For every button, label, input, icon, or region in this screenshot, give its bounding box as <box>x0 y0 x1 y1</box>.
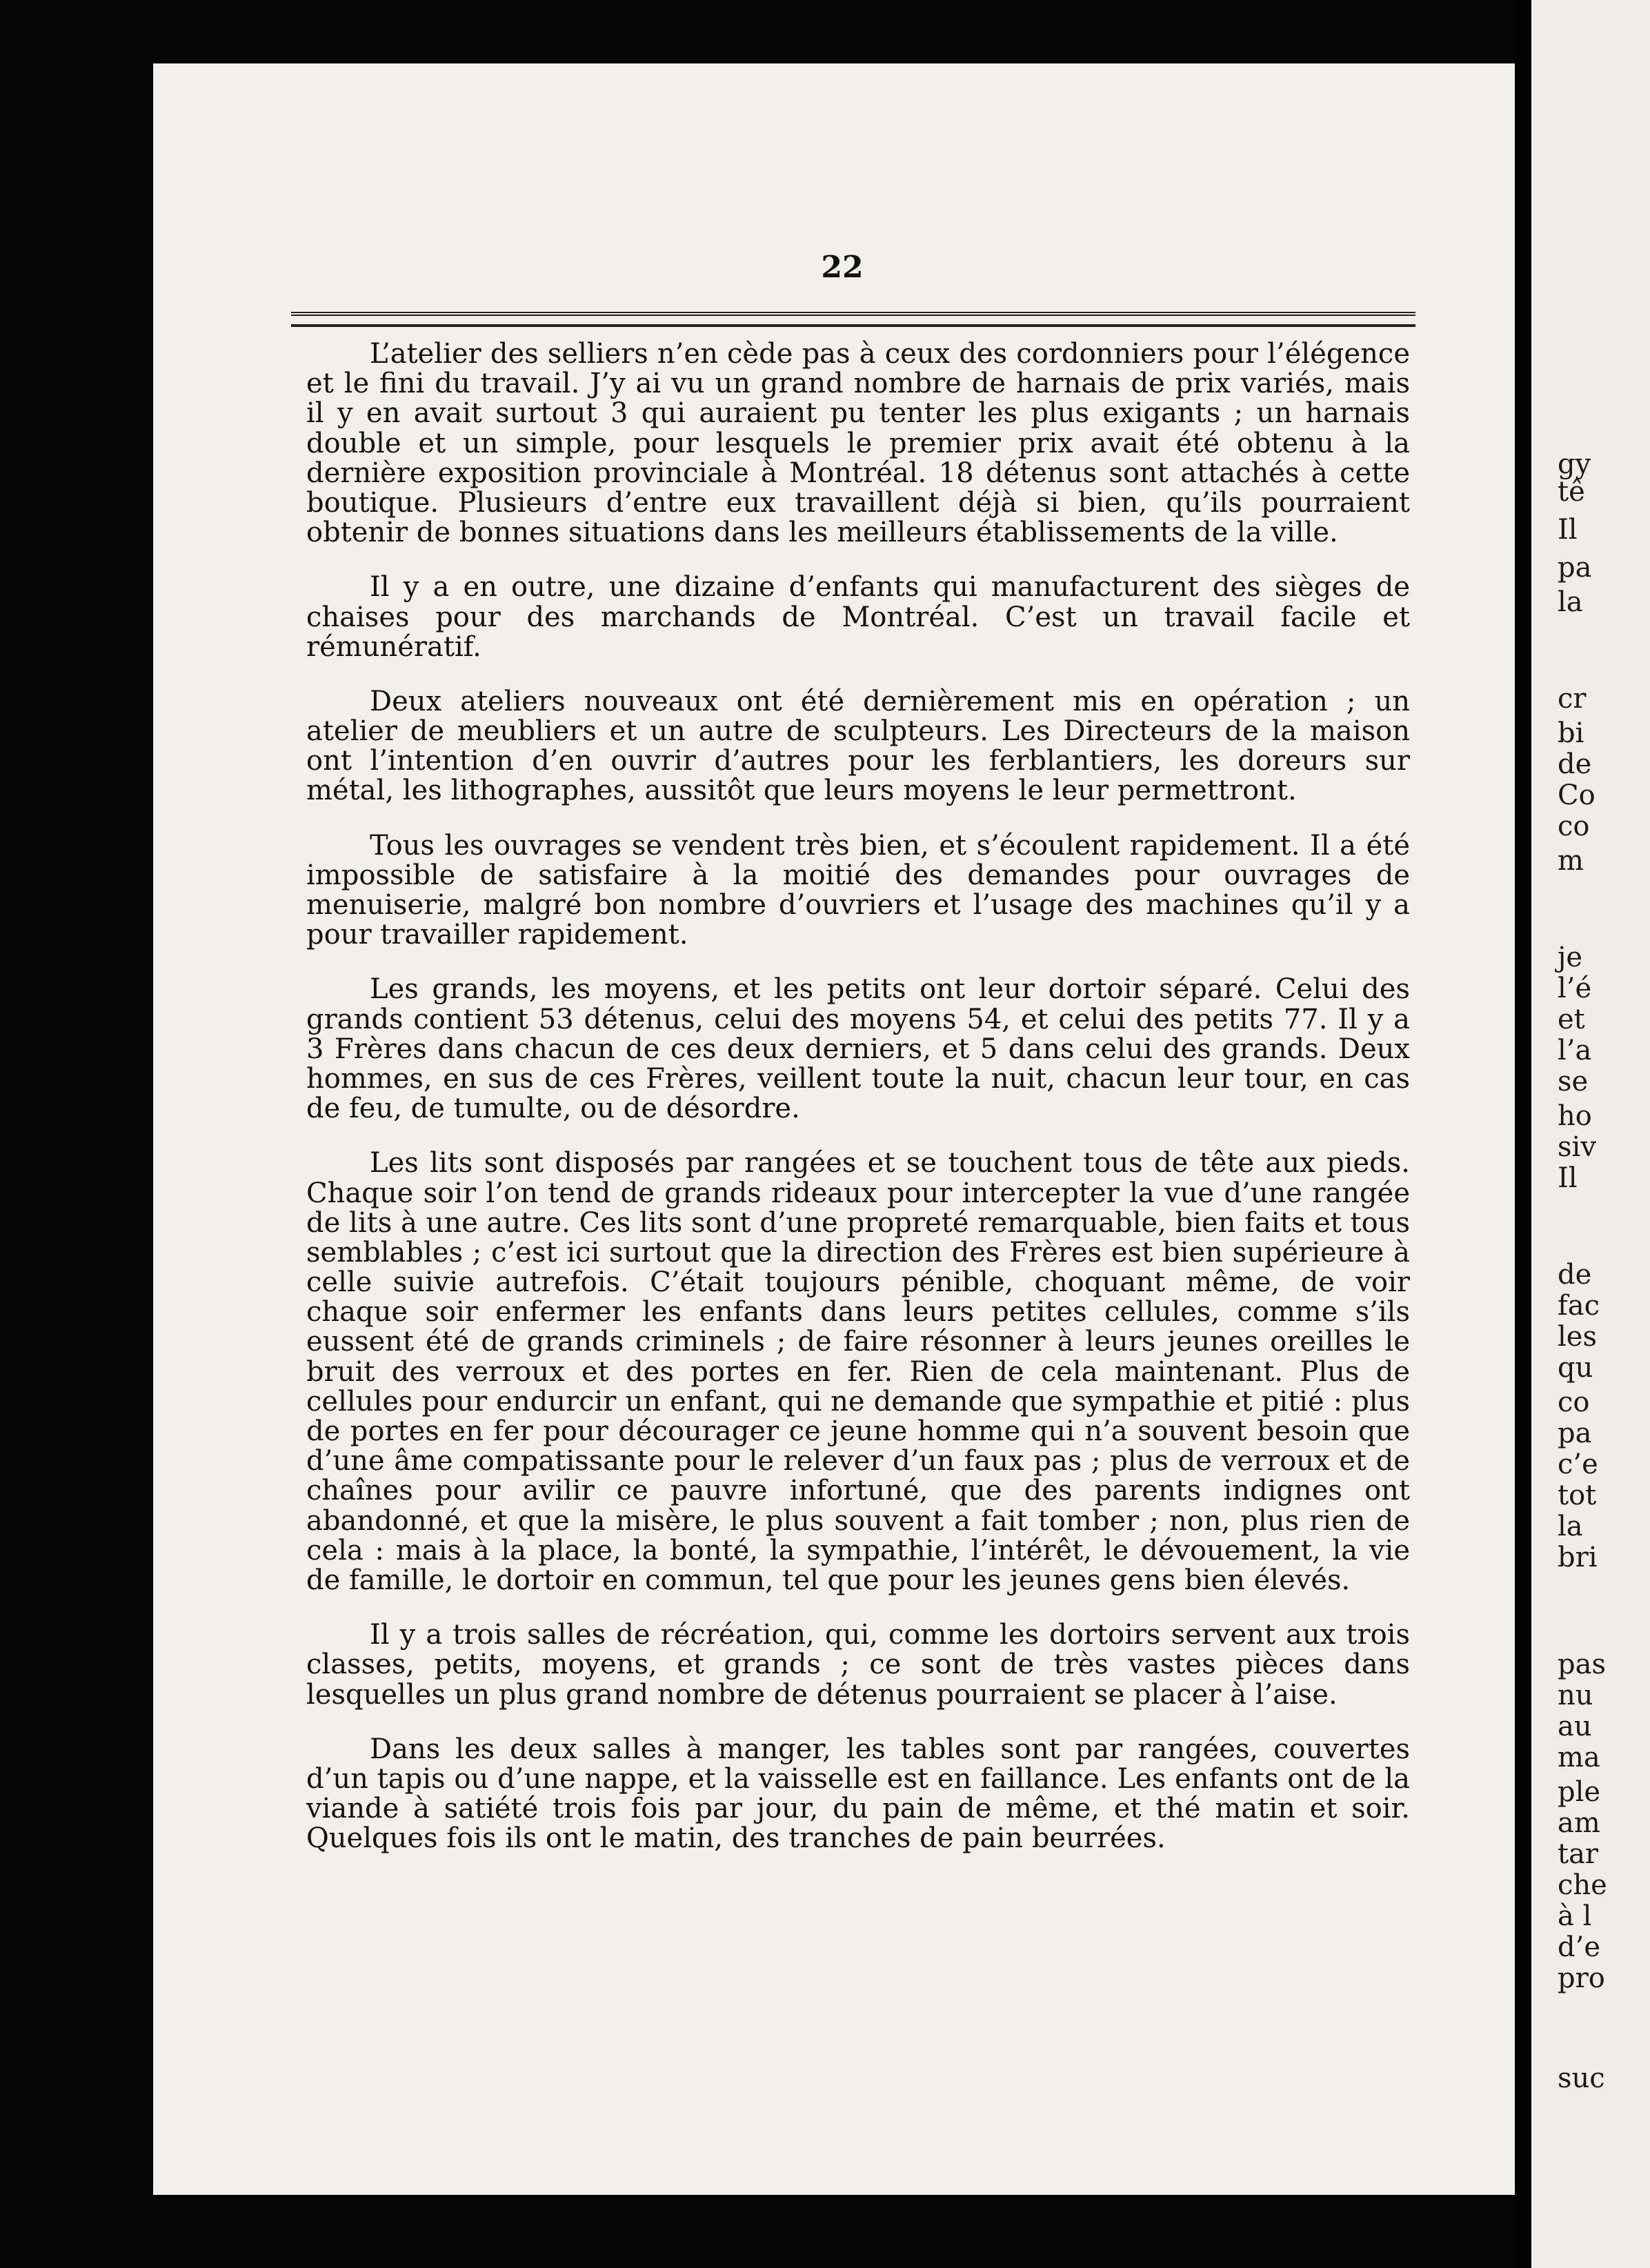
next-page-fragment: siv <box>1558 1131 1596 1163</box>
next-page-fragment: tot <box>1558 1480 1597 1511</box>
next-page-fragment: se <box>1558 1066 1589 1097</box>
next-page-fragment: ho <box>1558 1100 1592 1132</box>
paragraph-recreation: Il y a trois salles de récréation, qui, comme les dortoirs servent aux trois classes, petits, moyens, et grands ; ce sont de très vastes pièces dans lesquelles un plus grand nombre de détenus pourraient se placer à l’aise. <box>306 1619 1410 1711</box>
next-page-fragment: pas <box>1558 1649 1606 1680</box>
paragraph-ateliers: Deux ateliers nouveaux ont été dernièrement mis en opération ; un atelier de meubliers et un autre de sculpteurs. Les Directeurs de la maison ont l’intention d’en ouvrir d’autres pour les ferblantiers, les doreurs sur métal, les lithographes, aussitôt que leurs moyens le leur permettront. <box>306 685 1410 807</box>
body-text <box>306 339 1410 1878</box>
next-page-fragment: suc <box>1558 2062 1605 2094</box>
next-page-fragment: am <box>1558 1807 1600 1839</box>
next-page-fragment: les <box>1558 1321 1597 1353</box>
next-page-fragment: d’e <box>1558 1931 1600 1963</box>
next-page-fragment: co <box>1558 810 1590 842</box>
next-page-fragment: bi <box>1558 717 1584 749</box>
next-page-fragment: pa <box>1558 552 1592 584</box>
page-number: 22 <box>821 250 864 285</box>
paragraph-selliers: L’atelier des selliers n’en cède pas à ceux des cordonniers pour l’élégence et le fini du travail. J’y ai vu un grand nombre de harnais de prix variés, mais il y en avait surtout 3 qui auraient pu tenter les plus exigants ; un harnais double et un simple, pour lesquels le premier prix avait été obtenu à la dernière exposition provinciale à Montréal. 18 détenus sont attachés à cette boutique. Plusieurs d’entre eux travaillent déjà si bien, qu’ils pourraient obtenir de bonnes situations dans les meilleurs établissements de la ville. <box>306 338 1410 549</box>
next-page-fragment: à l <box>1558 1900 1592 1932</box>
next-page-fragment: m <box>1558 845 1584 877</box>
paragraph-lits: Les lits sont disposés par rangées et se touchent tous de tête aux pieds. Chaque soir l’on tend de grands rideaux pour intercepter la vue d’une rangée de lits à une autre. Ces lits sont d’une propreté remarquable, bien faits et tous semblables ; c’est ici surtout que la direction des Frères est bien supérieure à celle suivie autrefois. C’était toujours pénible, choquant même, de voir chaque soir enfermer les enfants dans leurs petites cellules, comme s’ils eussent été de grands criminels ; de faire résonner à leurs jeunes oreilles le bruit des verroux et des portes en fer. Rien de cela maintenant. Plus de cellules pour endurcir un enfant, qui ne demande que sympathie et pitié : plus de portes en fer pour décourager ce jeune homme qui n’a souvent besoin que d’une âme compatissante pour le relever d’un faux pas ; plus de verroux et de chaînes pour avilir ce pauvre infortuné, que des parents indignes ont abandonné, et que la misère, le plus souvent a fait tomber ; non, plus rien de cela : mais à la place, la bonté, la sympathie, l’intérêt, le dévouement, la vie de famille, le dortoir en commun, tel que pour les jeunes gens bien élevés. <box>306 1147 1410 1596</box>
next-page-fragment: de <box>1558 748 1592 780</box>
next-page-fragment: qu <box>1558 1352 1593 1384</box>
next-page-fragment: pro <box>1558 1962 1605 1994</box>
next-page-fragment: tê <box>1558 476 1585 508</box>
next-page-fragment: la <box>1558 1511 1583 1542</box>
next-page-fragment: de <box>1558 1259 1592 1291</box>
next-page-fragment: che <box>1558 1869 1607 1901</box>
next-page-fragment: ma <box>1558 1742 1600 1773</box>
next-page-fragment: l’é <box>1558 973 1592 1004</box>
next-page-fragment: co <box>1558 1386 1590 1418</box>
paragraph-dortoirs: Les grands, les moyens, et les petits ont leur dortoir séparé. Celui des grands contient 53 détenus, celui des moyens 54, et celui des petits 77. Il y a 3 Frères dans chacun de ces deux derniers, et 5 dans celui des grands. Deux hommes, en sus de ces Frères, veillent toute la nuit, chacun leur tour, en cas de feu, de tumulte, ou de désordre. <box>306 973 1410 1125</box>
next-page-fragment: nu <box>1558 1680 1593 1711</box>
next-page-fragment: Il <box>1558 514 1578 546</box>
next-page-fragment: cr <box>1558 683 1587 715</box>
next-page-fragment: la <box>1558 586 1583 618</box>
next-page-fragment: et <box>1558 1004 1585 1035</box>
next-page-fragment: pa <box>1558 1418 1592 1449</box>
page-gutter <box>1515 0 1533 2268</box>
adjacent-page-edge <box>1531 0 1650 2268</box>
next-page-fragment: au <box>1558 1711 1592 1742</box>
next-page-fragment: c’e <box>1558 1449 1598 1480</box>
next-page-fragment: Co <box>1558 779 1596 811</box>
next-page-fragment: bri <box>1558 1542 1598 1573</box>
document-page <box>153 63 1531 2195</box>
next-page-fragment: l’a <box>1558 1035 1592 1066</box>
next-page-fragment: gy <box>1558 448 1591 480</box>
next-page-fragment: ple <box>1558 1776 1601 1808</box>
paragraph-chaises: Il y a en outre, une dizaine d’enfants qui manufacturent des sièges de chaises pour des marchands de Montréal. C’est un travail facile et rémunératif. <box>306 571 1410 663</box>
next-page-fragment: tar <box>1558 1838 1599 1870</box>
paragraph-manger: Dans les deux salles à manger, les tables sont par rangées, couvertes d’un tapis ou d’une nappe, et la vaisselle est en faillance. Les enfants ont de la viande à satiété trois fois par jour, du pain de même, et thé matin et soir. Quelques fois ils ont le matin, des tranches de pain beurrées. <box>306 1733 1410 1855</box>
next-page-fragment: je <box>1558 942 1583 973</box>
header-rule <box>291 312 1415 327</box>
next-page-fragment: fac <box>1558 1290 1600 1322</box>
paragraph-ouvrages: Tous les ouvrages se vendent très bien, et s’écoulent rapidement. Il a été impossible de satisfaire à la moitié des demandes pour ouvrages de menuiserie, malgré bon nombre d’ouvriers et l’usage des machines qu’il y a pour travailler rapidement. <box>306 829 1410 951</box>
next-page-fragment: Il <box>1558 1162 1578 1194</box>
